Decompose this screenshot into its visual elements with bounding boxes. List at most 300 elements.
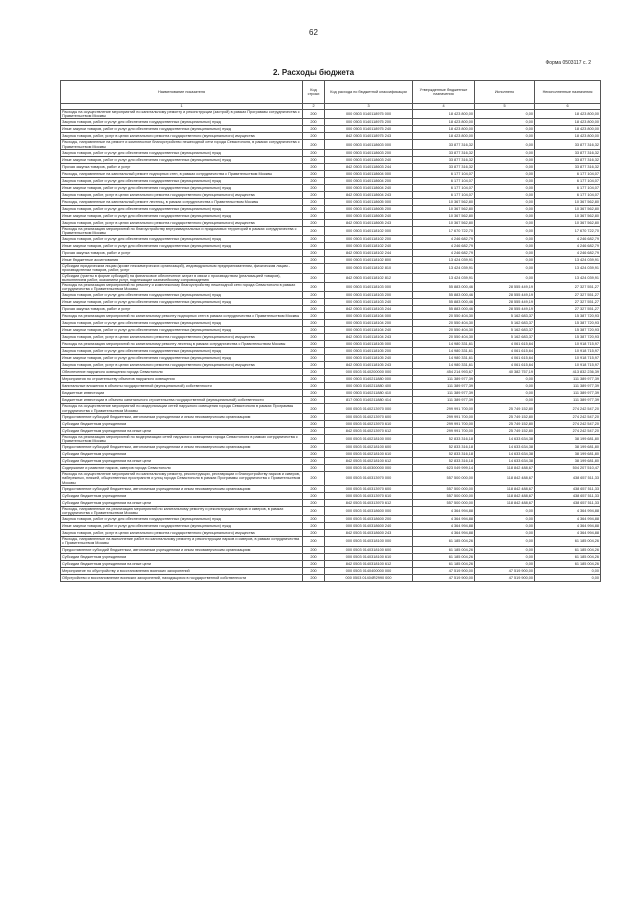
row-approved-cell: 18 423 800,00 (413, 119, 475, 126)
table-row (61, 369, 601, 376)
table-row (61, 198, 601, 205)
table-row (61, 126, 601, 133)
row-name-cell: Закупка товаров, работ, услуг в целях капитального ремонта государственного (муниципального) имущества (61, 133, 303, 140)
row-expense-code-cell: 000 0503 01404R2990 000 (325, 574, 413, 581)
row-unexecuted-cell: 111 389 977,39 (535, 390, 601, 397)
row-line-code-cell: 200 (303, 133, 325, 140)
row-line-code-cell: 200 (303, 553, 325, 560)
table-row (61, 163, 601, 170)
row-unexecuted-cell: 33 877 316,32 (535, 149, 601, 156)
row-line-code-cell: 200 (303, 472, 325, 486)
row-unexecuted-cell: 6 177 104,07 (535, 184, 601, 191)
table-row (61, 413, 601, 420)
row-name-cell: Капитальные вложения в объекты государственной (муниципальной) собственности (61, 383, 303, 390)
row-name-cell: Субсидии бюджетным учреждениям (61, 553, 303, 560)
row-expense-code-cell: 000 0503 0140118603 200 (325, 149, 413, 156)
row-approved-cell: 10 367 562,80 (413, 212, 475, 219)
row-executed-cell: 0,00 (475, 156, 535, 163)
row-approved-cell: 13 424 039,91 (413, 273, 475, 282)
table-row (61, 170, 601, 177)
row-line-code-cell: 200 (303, 451, 325, 458)
row-unexecuted-cell: 13 424 039,91 (535, 257, 601, 264)
table-row (61, 236, 601, 243)
table-row (61, 355, 601, 362)
row-executed-cell: 118 842 488,67 (475, 499, 535, 506)
row-name-cell: Прочая закупка товаров, работ и услуг (61, 163, 303, 170)
row-expense-code-cell: 000 0503 0140118102 200 (325, 236, 413, 243)
row-approved-cell: 55 883 000,46 (413, 306, 475, 313)
row-expense-code-cell: 000 0503 0140118603 000 (325, 140, 413, 149)
row-name-cell: Иные закупки товаров, работ и услуг для обеспечения государственных (муниципальных) нужд (61, 243, 303, 250)
row-name-cell: Предоставление субсидий бюджетным, автономным учреждениям и иным некоммерческим организациям (61, 413, 303, 420)
column-number: 1 (61, 104, 303, 110)
row-name-cell: Бюджетные инвестиции в объекты капитального строительства государственной (муниципальной) собственности (61, 397, 303, 404)
row-line-code-cell: 200 (303, 560, 325, 567)
table-row (61, 362, 601, 369)
row-line-code-cell: 200 (303, 292, 325, 299)
row-unexecuted-cell: 413 832 236,39 (535, 369, 601, 376)
table-row (61, 390, 601, 397)
row-unexecuted-cell: 4 364 994,88 (535, 516, 601, 523)
row-unexecuted-cell: 274 242 547,20 (535, 420, 601, 427)
table-row (61, 376, 601, 383)
row-line-code-cell: 200 (303, 516, 325, 523)
row-line-code-cell: 200 (303, 191, 325, 198)
row-approved-cell: 299 991 700,00 (413, 404, 475, 413)
row-line-code-cell: 200 (303, 313, 325, 320)
row-approved-cell: 299 991 700,00 (413, 420, 475, 427)
row-line-code-cell: 200 (303, 273, 325, 282)
row-executed-cell: 118 842 488,67 (475, 492, 535, 499)
row-approved-cell: 6 177 104,07 (413, 191, 475, 198)
table-row (61, 530, 601, 537)
row-name-cell: Иные закупки товаров, работ и услуг для обеспечения государственных (муниципальных) нужд (61, 156, 303, 163)
row-executed-cell: 14 633 634,38 (475, 451, 535, 458)
row-name-cell: Содержание и развитие парков, скверов города Севастополя (61, 465, 303, 472)
table-row (61, 465, 601, 472)
table-row (61, 492, 601, 499)
row-line-code-cell: 200 (303, 327, 325, 334)
table-row (61, 140, 601, 149)
row-line-code-cell: 200 (303, 530, 325, 537)
row-name-cell: Закупка товаров, работ и услуг для обеспечения государственных (муниципальных) нужд (61, 119, 303, 126)
row-approved-cell: 13 424 039,91 (413, 257, 475, 264)
row-expense-code-cell: 842 0503 0140118102 812 (325, 273, 413, 282)
row-unexecuted-cell: 438 657 511,33 (535, 485, 601, 492)
row-name-cell: Субсидии юридическим лицам (кроме некоммерческих организаций), индивидуальным предпринимателям, физическим лицам - производителям товаров, работ, услуг (61, 264, 303, 273)
row-line-code-cell: 200 (303, 567, 325, 574)
row-approved-cell: 557 500 000,00 (413, 492, 475, 499)
row-approved-cell: 61 185 004,26 (413, 546, 475, 553)
row-unexecuted-cell: 4 364 994,88 (535, 523, 601, 530)
table-row (61, 191, 601, 198)
row-executed-cell: 5 162 683,37 (475, 320, 535, 327)
row-name-cell: Расходы, направленные на ремонт и комплексное благоустройство пешеходной сети города Севастополя, в рамках сотрудничества с Правительством Москвы (61, 140, 303, 149)
section-title: 2. Расходы бюджета (272, 68, 355, 77)
table-row (61, 485, 601, 492)
row-approved-cell: 557 500 000,00 (413, 485, 475, 492)
row-unexecuted-cell: 33 877 316,32 (535, 156, 601, 163)
row-approved-cell: 299 991 700,00 (413, 413, 475, 420)
row-expense-code-cell: 000 0503 0140313970 600 (325, 485, 413, 492)
table-row (61, 219, 601, 226)
table-row (61, 553, 601, 560)
table-row (61, 306, 601, 313)
table-row (61, 226, 601, 235)
row-name-cell: Иные закупки товаров, работ и услуг для обеспечения государственных (муниципальных) нужд (61, 299, 303, 306)
row-unexecuted-cell: 504 207 510,47 (535, 465, 601, 472)
row-expense-code-cell: 000 0503 0140118604 000 (325, 170, 413, 177)
row-unexecuted-cell: 4 246 682,79 (535, 236, 601, 243)
row-line-code-cell: 200 (303, 458, 325, 465)
row-approved-cell: 52 833 316,18 (413, 434, 475, 443)
form-label: Форма 0503117 с. 2 (545, 60, 591, 66)
row-expense-code-cell: 000 0503 0140118105 000 (325, 341, 413, 348)
row-executed-cell: 0,00 (475, 397, 535, 404)
row-line-code-cell: 200 (303, 149, 325, 156)
row-name-cell: Закупка товаров, работ и услуг для обеспечения государственных (муниципальных) нужд (61, 320, 303, 327)
row-executed-cell: 0,00 (475, 205, 535, 212)
row-line-code-cell: 200 (303, 184, 325, 191)
row-executed-cell: 28 555 449,19 (475, 292, 535, 299)
row-unexecuted-cell: 111 389 977,39 (535, 376, 601, 383)
table-row (61, 458, 601, 465)
row-line-code-cell: 200 (303, 126, 325, 133)
row-expense-code-cell: 000 0503 0140118604 240 (325, 184, 413, 191)
budget-table-wrapper (60, 80, 600, 582)
row-executed-cell: 5 162 683,37 (475, 313, 535, 320)
row-unexecuted-cell: 15 387 720,93 (535, 327, 601, 334)
table-row (61, 327, 601, 334)
row-line-code-cell: 200 (303, 226, 325, 235)
row-expense-code-cell: 000 0503 0140118102 240 (325, 243, 413, 250)
row-line-code-cell: 200 (303, 257, 325, 264)
row-executed-cell: 118 842 488,67 (475, 465, 535, 472)
table-row (61, 348, 601, 355)
table-row (61, 264, 601, 273)
row-approved-cell: 52 833 316,18 (413, 458, 475, 465)
row-unexecuted-cell: 10 367 562,80 (535, 219, 601, 226)
row-executed-cell: 0,00 (475, 226, 535, 235)
row-executed-cell: 5 162 683,37 (475, 327, 535, 334)
table-row (61, 133, 601, 140)
row-unexecuted-cell: 27 327 551,27 (535, 299, 601, 306)
row-unexecuted-cell: 33 877 316,32 (535, 163, 601, 170)
row-executed-cell: 0,00 (475, 390, 535, 397)
row-executed-cell: 0,00 (475, 198, 535, 205)
row-unexecuted-cell: 111 389 977,39 (535, 383, 601, 390)
row-executed-cell: 25 749 152,80 (475, 427, 535, 434)
header-approved: Утвержденные бюджетные назначения (413, 81, 475, 104)
row-expense-code-cell: 000 0503 0140118975 200 (325, 119, 413, 126)
row-name-cell: Субсидии бюджетным учреждениям на иные цели (61, 427, 303, 434)
row-executed-cell: 0,00 (475, 133, 535, 140)
row-approved-cell: 20 550 404,30 (413, 320, 475, 327)
row-unexecuted-cell: 10 367 562,80 (535, 212, 601, 219)
row-unexecuted-cell: 18 423 800,00 (535, 110, 601, 119)
row-expense-code-cell: 000 0503 0140118975 000 (325, 110, 413, 119)
row-line-code-cell: 200 (303, 170, 325, 177)
table-row (61, 427, 601, 434)
row-approved-cell: 20 550 404,30 (413, 334, 475, 341)
row-expense-code-cell: 000 0503 0140118102 800 (325, 257, 413, 264)
row-executed-cell: 0,00 (475, 383, 535, 390)
row-executed-cell: 4 061 615,64 (475, 355, 535, 362)
row-expense-code-cell: 000 0503 0140211880 000 (325, 376, 413, 383)
row-line-code-cell: 200 (303, 362, 325, 369)
row-expense-code-cell: 000 0503 0140313970 000 (325, 472, 413, 486)
row-approved-cell: 18 423 800,00 (413, 133, 475, 140)
row-expense-code-cell: 000 0503 0140318600 240 (325, 523, 413, 530)
row-line-code-cell: 200 (303, 348, 325, 355)
row-line-code-cell: 200 (303, 219, 325, 226)
row-line-code-cell: 200 (303, 205, 325, 212)
row-name-cell: Расходы на реализацию мероприятий по капитальному ремонту лестниц в рамках сотрудничества с Правительством Москвы (61, 341, 303, 348)
row-approved-cell: 111 389 977,39 (413, 383, 475, 390)
table-row (61, 516, 601, 523)
row-line-code-cell: 200 (303, 236, 325, 243)
row-name-cell: Расходы на осуществление мероприятий по капитальному ремонту и реконструкции (застрой) в рамках Программы сотрудничества с Правительством Москвы (61, 110, 303, 119)
row-expense-code-cell: 000 0503 0140118605 000 (325, 198, 413, 205)
row-line-code-cell: 200 (303, 156, 325, 163)
table-row (61, 383, 601, 390)
row-line-code-cell: 200 (303, 140, 325, 149)
table-row (61, 149, 601, 156)
table-header-row (61, 81, 601, 104)
row-line-code-cell: 200 (303, 537, 325, 546)
row-executed-cell: 0,00 (475, 119, 535, 126)
row-expense-code-cell: 000 0503 0140300000 000 (325, 465, 413, 472)
row-unexecuted-cell: 111 389 977,39 (535, 397, 601, 404)
table-row (61, 257, 601, 264)
row-name-cell: Расходы на реализацию мероприятий по ремонту и комплексному благоустройству пешеходной сети города Севастополя в рамках сотрудничества с Правительством Москвы (61, 283, 303, 292)
row-executed-cell: 0,00 (475, 376, 535, 383)
row-approved-cell: 4 246 682,79 (413, 250, 475, 257)
row-line-code-cell: 200 (303, 404, 325, 413)
row-name-cell: Иные закупки товаров, работ и услуг для обеспечения государственных (муниципальных) нужд (61, 327, 303, 334)
row-name-cell: Закупка товаров, работ и услуг для обеспечения государственных (муниципальных) нужд (61, 177, 303, 184)
row-line-code-cell: 200 (303, 283, 325, 292)
row-expense-code-cell: 000 0503 0140118605 240 (325, 212, 413, 219)
row-unexecuted-cell: 61 185 004,26 (535, 537, 601, 546)
row-line-code-cell: 200 (303, 299, 325, 306)
row-expense-code-cell: 000 0503 0140118975 240 (325, 126, 413, 133)
table-row (61, 156, 601, 163)
row-executed-cell: 28 555 449,19 (475, 306, 535, 313)
row-name-cell: Расходы на реализацию мероприятий по модернизации сетей наружного освещения города Севастополя в рамках сотрудничества с Правительством Москвы (61, 434, 303, 443)
row-executed-cell: 0,00 (475, 537, 535, 546)
header-unexecuted: Неисполненные назначения (535, 81, 601, 104)
row-line-code-cell: 200 (303, 376, 325, 383)
column-number: 6 (535, 104, 601, 110)
row-name-cell: Прочая закупка товаров, работ и услуг (61, 250, 303, 257)
row-executed-cell: 0,00 (475, 110, 535, 119)
row-line-code-cell: 200 (303, 444, 325, 451)
row-executed-cell: 0,00 (475, 243, 535, 250)
row-line-code-cell: 200 (303, 243, 325, 250)
row-name-cell: Иные закупки товаров, работ и услуг для обеспечения государственных (муниципальных) нужд (61, 355, 303, 362)
row-executed-cell: 0,00 (475, 264, 535, 273)
table-row (61, 444, 601, 451)
row-name-cell: Иные закупки товаров, работ и услуг для обеспечения государственных (муниципальных) нужд (61, 126, 303, 133)
row-expense-code-cell: 000 0503 0140118604 200 (325, 177, 413, 184)
row-approved-cell: 14 980 331,61 (413, 362, 475, 369)
row-unexecuted-cell: 13 424 039,91 (535, 273, 601, 282)
row-unexecuted-cell: 13 424 039,91 (535, 264, 601, 273)
row-approved-cell: 61 185 004,26 (413, 560, 475, 567)
row-expense-code-cell: 000 0503 0140118104 200 (325, 320, 413, 327)
row-approved-cell: 18 423 800,00 (413, 126, 475, 133)
row-name-cell: Закупка товаров, работ и услуг для обеспечения государственных (муниципальных) нужд (61, 149, 303, 156)
row-executed-cell: 4 061 615,64 (475, 362, 535, 369)
row-name-cell: Субсидии бюджетным учреждениям (61, 451, 303, 458)
row-expense-code-cell: 000 0503 0140313970 610 (325, 492, 413, 499)
row-approved-cell: 33 877 316,32 (413, 156, 475, 163)
row-name-cell: Закупка товаров, работ и услуг для обеспечения государственных (муниципальных) нужд (61, 236, 303, 243)
column-number: 5 (475, 104, 535, 110)
table-row (61, 283, 601, 292)
row-expense-code-cell: 842 0503 0140313970 612 (325, 499, 413, 506)
row-name-cell: Предоставление субсидий бюджетным, автономным учреждениям и иным некоммерческим организациям (61, 444, 303, 451)
table-row (61, 184, 601, 191)
row-unexecuted-cell: 438 657 511,33 (535, 492, 601, 499)
row-line-code-cell: 200 (303, 334, 325, 341)
row-name-cell: Закупка товаров, работ, услуг в целях капитального ремонта государственного (муниципального) имущества (61, 191, 303, 198)
row-approved-cell: 4 246 682,79 (413, 236, 475, 243)
row-name-cell: Расходы, направленные на реализацию мероприятий по капитальному ремонту и реконструкции парков и скверов, в рамках сотрудничества с Правительством Москвы (61, 506, 303, 515)
row-name-cell: Субсидии бюджетным учреждениям на иные цели (61, 560, 303, 567)
row-executed-cell: 14 633 634,38 (475, 434, 535, 443)
table-row (61, 567, 601, 574)
table-row (61, 434, 601, 443)
row-line-code-cell: 200 (303, 320, 325, 327)
row-unexecuted-cell: 10 918 715,97 (535, 355, 601, 362)
row-unexecuted-cell: 38 199 681,80 (535, 458, 601, 465)
row-executed-cell: 0,00 (475, 149, 535, 156)
row-unexecuted-cell: 0,00 (535, 574, 601, 581)
row-approved-cell: 13 424 039,91 (413, 264, 475, 273)
row-executed-cell: 0,00 (475, 250, 535, 257)
row-unexecuted-cell: 15 387 720,93 (535, 320, 601, 327)
row-name-cell: Мероприятие по обустройству и восстановлению воинских захоронений (61, 567, 303, 574)
row-executed-cell: 0,00 (475, 170, 535, 177)
row-expense-code-cell: 817 0503 0140211880 414 (325, 397, 413, 404)
row-expense-code-cell: 000 0503 0140218100 600 (325, 444, 413, 451)
row-unexecuted-cell: 18 423 800,00 (535, 119, 601, 126)
row-executed-cell: 118 842 488,67 (475, 472, 535, 486)
row-name-cell: Расходы на реализацию мероприятий по благоустройству внутриквартальных и придомовых территорий в рамках сотрудничества с Правительством Москвы (61, 226, 303, 235)
table-row (61, 472, 601, 486)
row-approved-cell: 4 364 994,88 (413, 516, 475, 523)
row-unexecuted-cell: 17 670 722,70 (535, 226, 601, 235)
table-row (61, 341, 601, 348)
row-line-code-cell: 200 (303, 212, 325, 219)
row-approved-cell: 6 177 104,07 (413, 184, 475, 191)
row-approved-cell: 111 389 977,39 (413, 397, 475, 404)
row-name-cell: Прочая закупка товаров, работ и услуг (61, 306, 303, 313)
row-name-cell: Закупка товаров, работ, услуг в целях капитального ремонта государственного (муниципального) имущества (61, 334, 303, 341)
table-row (61, 334, 601, 341)
header-name: Наименование показателя (61, 81, 303, 104)
row-expense-code-cell: 842 0503 0140213970 612 (325, 427, 413, 434)
table-row (61, 451, 601, 458)
row-expense-code-cell: 000 0503 0140118103 000 (325, 283, 413, 292)
row-line-code-cell: 200 (303, 341, 325, 348)
table-row (61, 212, 601, 219)
row-unexecuted-cell: 6 177 104,07 (535, 191, 601, 198)
row-expense-code-cell: 000 0503 0140218100 610 (325, 451, 413, 458)
row-executed-cell: 28 555 449,19 (475, 283, 535, 292)
row-executed-cell: 0,00 (475, 177, 535, 184)
row-expense-code-cell: 000 0503 0140200000 000 (325, 369, 413, 376)
row-approved-cell: 111 389 977,39 (413, 376, 475, 383)
header-line-code: Код строки (303, 81, 325, 104)
row-unexecuted-cell: 27 327 551,27 (535, 306, 601, 313)
row-approved-cell: 47 519 900,00 (413, 567, 475, 574)
row-approved-cell: 4 364 994,88 (413, 530, 475, 537)
row-unexecuted-cell: 61 185 004,26 (535, 546, 601, 553)
row-executed-cell: 40 382 757,19 (475, 369, 535, 376)
row-executed-cell: 25 749 152,80 (475, 413, 535, 420)
row-executed-cell: 0,00 (475, 523, 535, 530)
row-executed-cell: 0,00 (475, 126, 535, 133)
row-expense-code-cell: 842 0503 0140118604 243 (325, 191, 413, 198)
row-unexecuted-cell: 33 877 316,32 (535, 140, 601, 149)
row-unexecuted-cell: 0,00 (535, 567, 601, 574)
row-approved-cell: 55 883 000,46 (413, 283, 475, 292)
row-approved-cell: 4 246 682,79 (413, 243, 475, 250)
row-approved-cell: 52 833 316,18 (413, 451, 475, 458)
row-line-code-cell: 200 (303, 119, 325, 126)
table-row (61, 119, 601, 126)
row-name-cell: Расходы, направленные на выполнение работ по капитальному ремонту и реконструкции парков и скверов, в рамках сотрудничества с Правительством Москвы (61, 537, 303, 546)
row-executed-cell: 0,00 (475, 212, 535, 219)
row-line-code-cell: 200 (303, 163, 325, 170)
row-unexecuted-cell: 18 423 800,00 (535, 126, 601, 133)
row-executed-cell: 0,00 (475, 546, 535, 553)
row-name-cell: Расходы на реализацию мероприятий по капитальному ремонту подпорных стен в рамках сотрудничества с Правительством Москвы (61, 313, 303, 320)
table-row (61, 320, 601, 327)
row-executed-cell: 0,00 (475, 516, 535, 523)
table-row (61, 546, 601, 553)
row-line-code-cell: 200 (303, 499, 325, 506)
row-executed-cell: 0,00 (475, 506, 535, 515)
row-expense-code-cell: 000 0503 0140118102 000 (325, 226, 413, 235)
row-executed-cell: 0,00 (475, 184, 535, 191)
row-approved-cell: 557 500 000,00 (413, 499, 475, 506)
row-approved-cell: 33 877 316,32 (413, 163, 475, 170)
row-unexecuted-cell: 38 199 681,80 (535, 451, 601, 458)
row-executed-cell: 0,00 (475, 273, 535, 282)
row-line-code-cell: 200 (303, 492, 325, 499)
row-unexecuted-cell: 18 423 800,00 (535, 133, 601, 140)
row-executed-cell: 47 519 900,00 (475, 567, 535, 574)
row-approved-cell: 61 185 004,26 (413, 537, 475, 546)
row-approved-cell: 10 367 562,80 (413, 219, 475, 226)
row-expense-code-cell: 842 0503 0140118975 243 (325, 133, 413, 140)
row-approved-cell: 4 364 994,88 (413, 523, 475, 530)
table-row (61, 177, 601, 184)
row-unexecuted-cell: 61 185 004,26 (535, 560, 601, 567)
row-expense-code-cell: 000 0503 0140318600 000 (325, 506, 413, 515)
row-line-code-cell: 200 (303, 306, 325, 313)
row-executed-cell: 4 061 615,64 (475, 341, 535, 348)
row-executed-cell: 47 519 900,00 (475, 574, 535, 581)
row-name-cell: Субсидии (гранты в форме субсидий) на финансовое обеспечение затрат в связи с производством (реализацией товаров), выполнением работ, оказанием услуг, подлежащие казначейскому сопровождению (61, 273, 303, 282)
row-unexecuted-cell: 274 242 547,20 (535, 427, 601, 434)
row-approved-cell: 17 670 722,70 (413, 226, 475, 235)
row-expense-code-cell: 000 0503 0140118102 810 (325, 264, 413, 273)
